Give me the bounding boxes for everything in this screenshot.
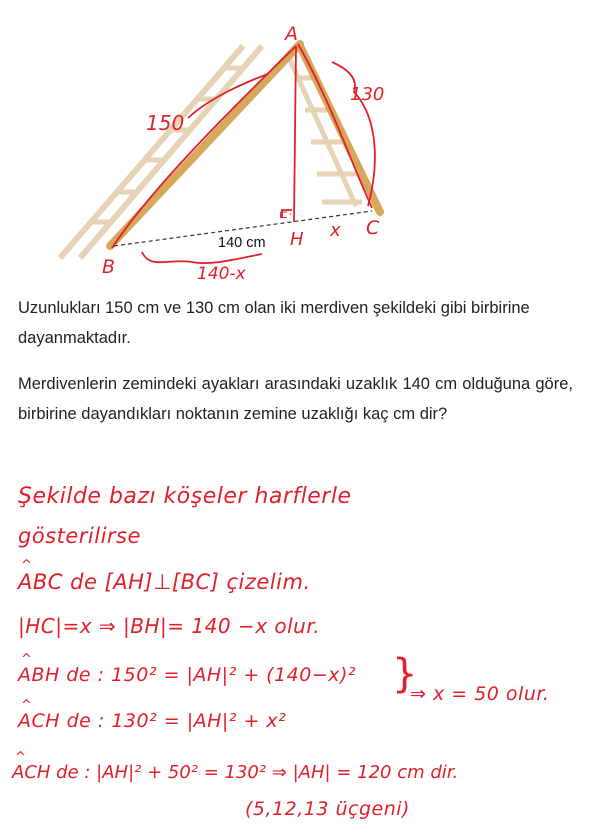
triangle-abh: ^ ABH [18,664,60,686]
front-ladder-rail [110,44,300,246]
label-c: C [366,217,380,239]
label-a: A [285,23,298,45]
label-150: 150 [146,111,185,135]
solution-line-2: gösterilirse [18,524,141,548]
solution-line-1: Şekilde bazı köşeler harflerle [18,484,352,509]
solution-line-5 [18,664,356,686]
solution-line-4: |HC|=x ⇒ |BH|= 140 −x olur. [18,614,321,638]
solution-line-5-text: de : 150² = |AH|² + (140−x)² [59,664,357,686]
triangle-abc: ^ ABC [18,570,63,594]
label-x: x [330,220,341,241]
label-140cm: 140 cm [218,235,266,251]
solution-line-7 [12,762,458,783]
question-paragraph-2: Merdivenlerin zemindeki ayakları arasındaki uzaklık 140 cm olduğuna göre, birbirine dayandıkları noktanın zemine uzaklığı kaç cm dir? [18,375,573,423]
label-h: H [290,229,304,250]
brace-result: ⇒ x = 50 olur. [410,683,550,705]
solution-line-3-text: de [AH]⊥[BC] çizelim. [62,570,311,594]
solution-line-8: (5,12,13 üçgeni) [245,798,410,820]
right-ladder [290,46,380,212]
left-ladder [60,46,262,258]
triangle-ach: ^ ACH [18,710,60,732]
solution-line-7-text: de : |AH|² + 50² = 130² ⇒ |AH| = 120 cm dir. [50,762,459,783]
label-b: B [102,256,116,278]
label-140-minus-x: 140-x [197,264,246,284]
question-paragraph-1: Uzunlukları 150 cm ve 130 cm olan iki merdiven şekildeki gibi birbirine dayanmaktadır. [18,299,530,347]
brace: } [392,651,418,697]
solution-line-3 [18,570,311,594]
triangle-ach-2: ^ ACH [12,762,50,783]
ladder-figure [0,0,595,290]
solution-line-6 [18,710,286,732]
label-130: 130 [350,84,385,105]
right-angle-mark: ⊏· [279,208,292,221]
solution-line-6-text: de : 130² = |AH|² + x² [60,710,287,732]
